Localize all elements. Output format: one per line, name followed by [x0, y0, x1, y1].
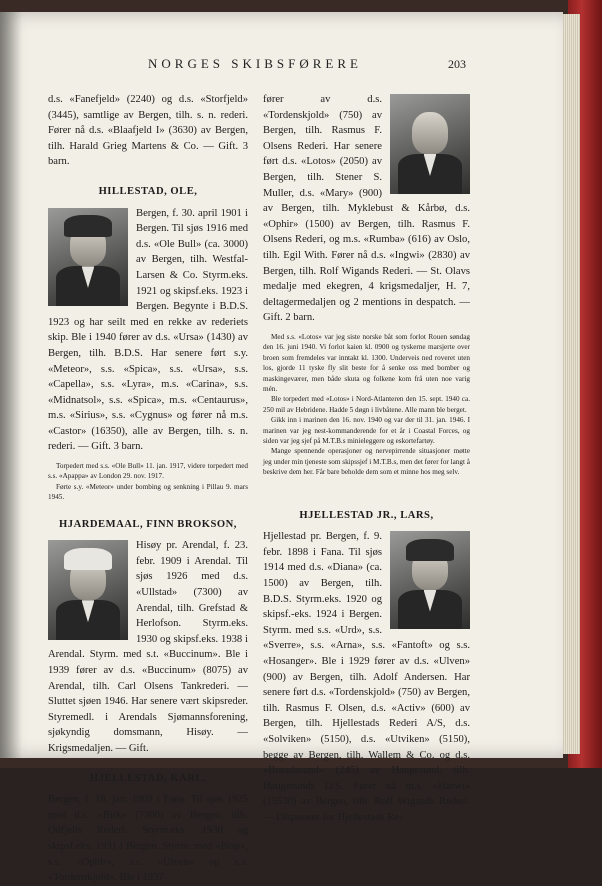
note-text: Med s.s. «Lotos» var jeg siste norske båt som forlot Rouen søndag den 16. juni 1940. Vi forlot kaien kl. 0900 og tyskerne marsjerte over broen som fremdeles var inntakt kl. 1300. Underveis ned roveret uten los, gjorde 11 tyske fly slit beste for å senke oss med bomber og maskingeværer, men både skuta og folkene kom frå uten noe varig mén. — [263, 332, 470, 393]
entry-text-hjellestad-lars: Hjellestad pr. Bergen, f. 9. febr. 1898 i Fana. Til sjøs 1914 med d.s. «Diana» (ca. 1500) av Bergen, tilh. B.D.S. Styrm.eks. 1920 og skipsf.-eks. 1924 i Bergen. Styrm. med s.s. «Urd», s.s. «Sverre», s.s. «Arna», s.s. «Fantoft» og s.s. «Hosanger». Ble i 1929 fører av d.s. «Ulven» (900) av Bergen, tilh. Adolf Andersen. Har senere ført d.s. «Tordenskjold» (750) av Bergen, tilh. Rasmus F. Olsen, d.s. «Activ» (600) av Bergen, tilh. Hjellestads Rederi A/S, d.s. «Solviken» (5150), d.s. «Utviken» (5150), begge av Bergen, tilh. Wallem & Co. og d.s. «Brandasund» (245) av Haugesund, tilh. Haugesunds D/S. Fører nå m.s. «Harwi» (15530) av Bergen, tilh. Rolf Wigands Rederi. — Disponent for Hjellestads Re- — [263, 531, 470, 823]
entry-heading-hjellestad-lars: HJELLESTAD JR., LARS, — [299, 509, 434, 521]
note-text: Ble torpedert med «Lotos» i Nord-Atlanteren den 15. sept. 1940 ca. 250 mil av Hebridene. Hadde 5 døgn i livbåtene. Alle mann ble berget. — [263, 395, 470, 414]
note-text: Førte s.y. «Meteor» under bombing og senkning i Pillau 9. mars 1945. — [48, 482, 248, 502]
note-text: Gikk inn i marinen den 16. nov. 1940 og var der til 31. jan. 1946. I marinen var jeg nest-kommanderende for et år i Coastal Forces, og siden var jeg sjef på M.T.B.s minieleggere og eskortefartøy. — [263, 416, 470, 445]
page-number: 203 — [448, 57, 466, 71]
portrait-photo-hjellestad-karl — [390, 94, 470, 194]
portrait-photo-hillestad — [48, 208, 128, 306]
entry-notes-hillestad — [48, 461, 248, 503]
entry-heading-hjellestad-karl: HJELLESTAD, KARL, — [89, 772, 207, 784]
entry-text-hillestad: Bergen, f. 30. april 1901 i Bergen. Til sjøs 1916 med d.s. «Ole Bull» (ca. 3000) av Bergen, tilh. Westfal-Larsen & Co. Styrm.eks. 1921 og skipsf.eks. 1923 i Bergen. Begynte i B.D.S. 1923 og har seilt med en rekke av rederiets skip. Ble i 1940 fører av d.s. «Ursa» (1430) av Bergen, tilh. B.D.S. Har senere ført s.y. «Meteor», s.s. «Spica», s.s. «Ursa», s.s. «Capella», s.s. «Lyra», m.s. «Carina», s.s. «Midnatsol», s.s. «Spica», m.s. «Centaurus», m.s. «Sirius», s.s. «Cygnus» og fører nå m.s. «Castor» (16350), alle av Bergen, tilh. s. n. rederi. — Gift. 3 barn. — [48, 207, 248, 453]
intro-paragraph: d.s. «Fanefjeld» (2240) og d.s. «Storfjeld» (3445), samtlige av Bergen, tilh. s. n. rederi. Fører nå d.s. «Blaafjeld I» (3630) av Bergen, tilh. Harald Grieg Martens & Co. — Gift. 3 barn. — [48, 94, 248, 168]
portrait-photo-hjellestad-lars — [390, 531, 470, 629]
portrait-photo-hjardemaal — [48, 540, 128, 640]
book-page — [0, 12, 563, 884]
entry-text-hjellestad-karl: Bergen, f. 18. jan. 1909 i Fana. Til sjøs 1925 med d.s. «Birk» (7300) av Bergen, tilh. Odfjells Rederi. Styrm.eks. 1930 og skipsf.eks. 1931 i Bergen. Styrm. med «Bisp», s.s. «Ophir», s.s. «Ulven» og s.s. «Tordenskjold». Ble i 1937 — [48, 794, 248, 884]
spine-shadow — [0, 12, 22, 758]
running-title: NORGES SKIBSFØRERE — [148, 56, 362, 71]
entry-heading-hillestad: HILLESTAD, OLE, — [98, 185, 198, 197]
right-column — [263, 92, 470, 825]
note-text: Torpedert med s.s. «Ole Bull» 11. jan. 1917, videre torpedert med s.s. «Apappa» av London 29. nov. 1917. — [48, 462, 248, 481]
entry-heading-hjardemaal: HJARDEMAAL, FINN BROKSON, — [59, 518, 237, 530]
entry-text-hjardemaal: Hisøy pr. Arendal, f. 23. febr. 1909 i Arendal. Til sjøs 1926 med d.s. «Ullstad» (7300) av Arendal, tilh. Grefstad & Herlofson. Styrm.eks. 1930 og skipsf.eks. 1938 i Arendal. Styrm. med s.t. «Buccinum». Ble i 1939 fører av d.s. «Buccinum» (8075) av Arendal, tilh. Carl Olsens Tankrederi. — Sluttet sjøen 1946. Har senere vært skipsreder. Styremedl. i Arendals Sjømannsforening, sjøkyndig domsmann, Hisøy. — Krigsmedaljen. — Gift. — [48, 540, 248, 754]
entry-continuation-hjellestad-karl: fører av d.s. «Tordenskjold» (750) av Bergen, tilh. Rasmus F. Olsens Rederi. Har senere ført d.s. «Lotos» (2050) av Bergen, tilh. Stener S. Muller, d.s. «Mary» (900) av Bergen, tilh. Myklebust & Kårbø, d.s. «Ophir» (1500) av Bergen, tilh. Rasmus F. Olsens Rederi, og m.s. «Rumba» (616) av Oslo, tilh. Egil With. Fører nå d.s. «Ingwi» (2830) av Bergen, tilh. Rolf Wigands Rederi. — St. Olavs medalje med ekegren, 4 krigsmedaljer, H. 7, deltagermedaljen og 2 mentions in despatch. — Gift. 2 barn. — [263, 94, 470, 324]
entry-notes-hjellestad-karl — [263, 332, 470, 478]
note-text: Mange spennende operasjoner og nervepirrende situasjoner møtte jeg under min tjeneste som skipssjef i M.T.B.s, men det fører for langt å beskrive dem her. Får bare beholde dem som et minne hos meg selv. — [263, 447, 470, 477]
page-stack — [560, 14, 580, 754]
left-column — [48, 92, 248, 886]
